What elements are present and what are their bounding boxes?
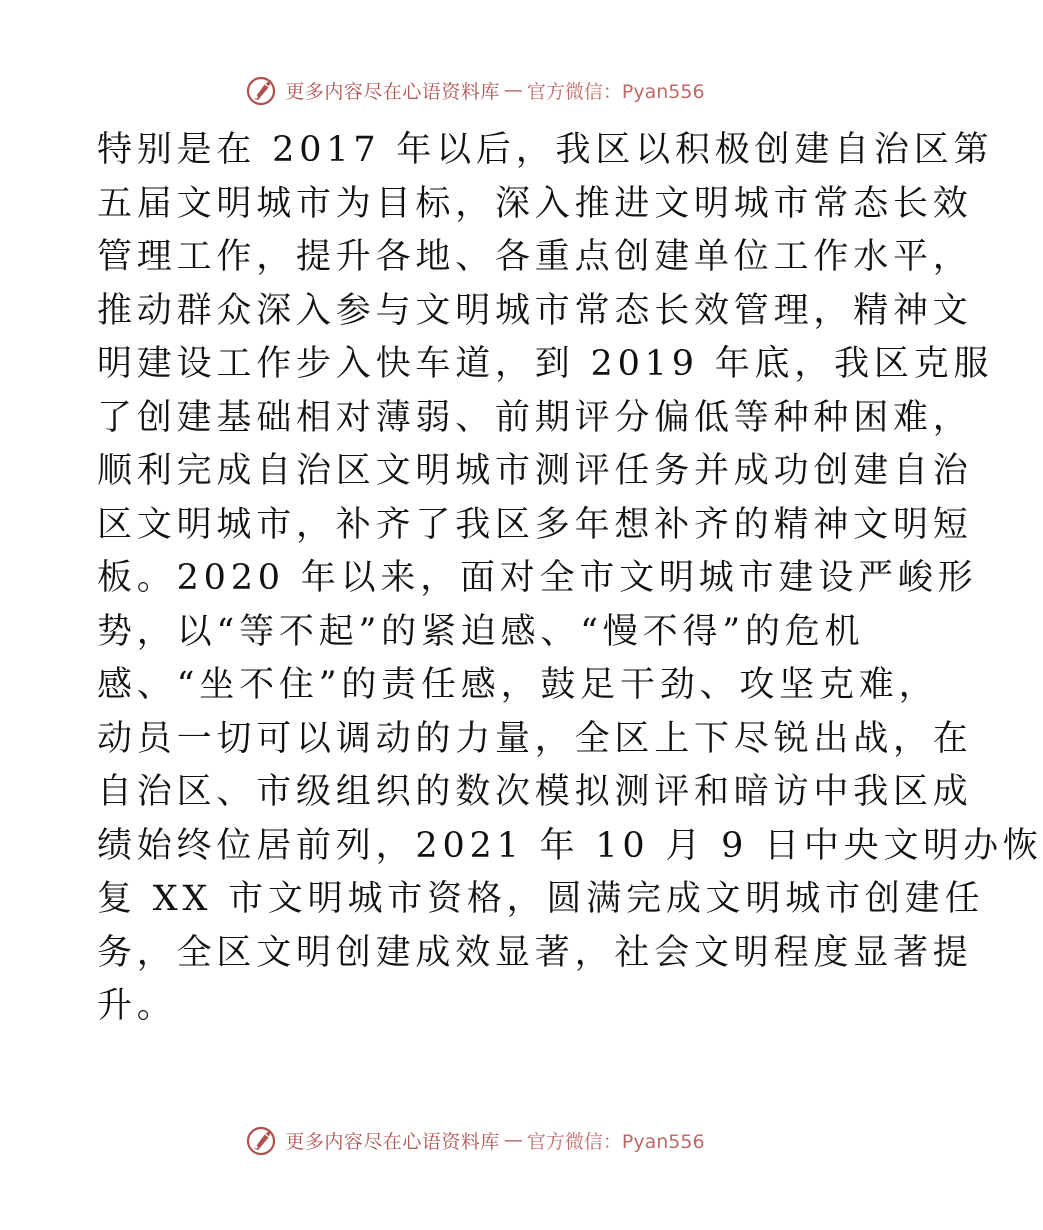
document-body — [97, 124, 1043, 1034]
body-line: 管理工作，提升各地、各重点创建单位工作水平， — [97, 237, 973, 277]
watermark-contact: 官方微信：Pyan556 — [526, 80, 705, 103]
body-line: 动员一切可以调动的力量，全区上下尽锐出战，在 — [97, 718, 973, 759]
header-watermark — [0, 68, 950, 112]
watermark-text: 更多内容尽在心语资料库 — [285, 1130, 500, 1153]
watermark-separator: — — [503, 79, 523, 101]
body-line: 绩始终位居前列，2021 年 10 月 9 日中央文明办恢 — [97, 825, 1043, 866]
body-line: 势，以“等不起”的紧迫感、“慢不得”的危机 — [97, 611, 865, 652]
watermark-text: 更多内容尽在心语资料库 — [285, 80, 500, 103]
watermark-contact: 官方微信：Pyan556 — [526, 1130, 705, 1153]
body-line: 区文明城市，补齐了我区多年想补齐的精神文明短 — [97, 504, 973, 545]
body-line: 明建设工作步入快车道，到 2019 年底，我区克服 — [97, 344, 994, 384]
body-line: 特别是在 2017 年以后，我区以积极创建自治区第 — [97, 130, 994, 170]
body-line: 感、“坐不住”的责任感，鼓足干劲、攻坚克难， — [97, 665, 939, 705]
body-line: 板。2020 年以来，面对全市文明城市建设严峻形 — [97, 558, 978, 598]
body-line: 五届文明城市为目标，深入推进文明城市常态长效 — [97, 183, 973, 224]
footer-watermark — [0, 1118, 950, 1162]
watermark-separator: — — [503, 1129, 523, 1151]
body-line: 推动群众深入参与文明城市常态长效管理，精神文 — [97, 290, 973, 331]
body-line: 了创建基础相对薄弱、前期评分偏低等种种困难， — [97, 397, 973, 438]
pen-nib-circle-icon — [245, 72, 281, 108]
body-line: 自治区、市级组织的数次模拟测评和暗访中我区成 — [97, 772, 973, 812]
pen-nib-circle-icon — [245, 1122, 281, 1158]
body-line: 升。 — [97, 986, 177, 1026]
body-line: 复 XX 市文明城市资格，圆满完成文明城市创建任 — [97, 879, 985, 919]
body-line: 顺利完成自治区文明城市测评任务并成功创建自治 — [97, 451, 973, 491]
body-line: 务，全区文明创建成效显著，社会文明程度显著提 — [97, 932, 973, 973]
